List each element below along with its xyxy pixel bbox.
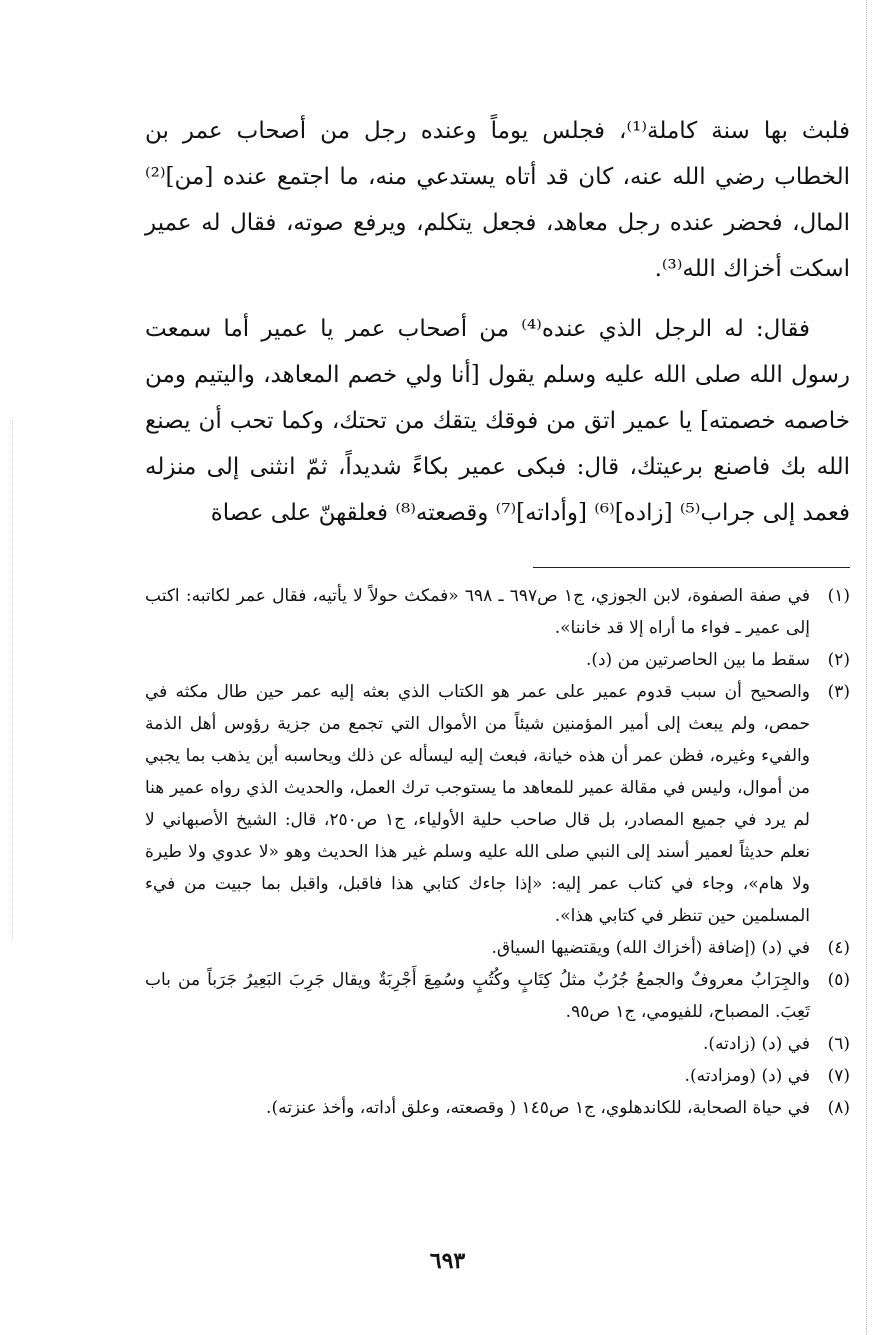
footnote-text: سقط ما بين الحاصرتين من (د). (585, 650, 810, 670)
footnote-5 (145, 964, 850, 1028)
footnote-number: (٥) (827, 970, 850, 990)
footnote-3 (145, 676, 850, 932)
footnote-number: (٣) (827, 682, 850, 702)
footnotes (145, 580, 850, 1124)
footnote-text: في صفة الصفوة، لابن الجوزي، ج١ ص٦٩٧ ـ ٦٩٨ «فمكث حولاً لا يأتيه، فقال عمر لكاتبه: اكتب إلى عمير ـ فواء ما أراه إلا قد خاننا». (145, 586, 811, 638)
footnote-number: (٨) (827, 1098, 850, 1118)
footnote-text: في (د) (ومزادته). (684, 1066, 810, 1086)
footnote-number: (٧) (827, 1066, 850, 1086)
main-text (145, 108, 850, 536)
footnote-1 (145, 580, 850, 644)
footnote-text: في (د) (زادته). (703, 1034, 810, 1054)
footnote-8 (145, 1092, 850, 1124)
footnote-text: في حياة الصحابة، للكاندهلوي، ج١ ص١٤٥ ( وقصعته، وعلق أداته، وأخذ عنزته). (266, 1098, 810, 1118)
footnote-text: والجِرَابُ معروفٌ والجمعُ جُرُبٌ مثلُ كِتَابٍ وكُتُبٍ وسُمِعَ أَجْرِبَةٌ ويقال جَرِبَ البَعِيرُ جَرَباً من باب تَعِبَ. المصباح، للفيومي، ج١ ص٩٥. (145, 970, 810, 1022)
footnote-4 (145, 932, 850, 964)
page-number: ٦٩٣ (429, 1248, 466, 1274)
footnote-2 (145, 644, 850, 676)
footnote-6 (145, 1028, 850, 1060)
scan-edge-mark (866, 0, 867, 1335)
footnote-7 (145, 1060, 850, 1092)
footnote-text: في (د) (إضافة (أخزاك الله) ويقتضيها السياق. (491, 938, 810, 958)
footnote-number: (٤) (827, 938, 850, 958)
main-paragraph-1: فلبث بها سنة كاملة⁽¹⁾، فجلس يوماً وعنده رجل من أصحاب عمر بن الخطاب رضي الله عنه، كان قد أتاه يستدعي منه، ما اجتمع عنده [من]⁽²⁾ المال، فحضر عنده رجل معاهد، فجعل يتكلم، ويرفع صوته، فقال له عمير اسكت أخزاك الله⁽³⁾. (145, 118, 850, 282)
footnote-number: (١) (827, 586, 850, 606)
scan-edge-mark-left (12, 420, 13, 940)
main-paragraph-2: فقال: له الرجل الذي عنده⁽⁴⁾ من أصحاب عمر يا عمير أما سمعت رسول الله صلى الله عليه وسلم يقول [أنا ولي خصم المعاهد، واليتيم ومن خاصمه خصمته] يا عمير اتق من فوقك يتقك من تحتك، وكما تحب أن يصنع الله بك فاصنع برعيتك، قال: فبكى عمير بكاءً شديداً، ثمّ انثنى إلى منزله فعمد إلى جراب⁽⁵⁾ [زاده]⁽⁶⁾ [وأداته]⁽⁷⁾ وقصعته⁽⁸⁾ فعلقهنّ على عصاة (145, 316, 850, 526)
footnote-number: (٦) (827, 1034, 850, 1054)
footnote-text: والصحيح أن سبب قدوم عمير على عمر هو الكتاب الذي بعثه إليه عمر حين طال مكثه في حمص، ولم يبعث إلى أمير المؤمنين شيئاً من الأموال التي تجمع من جزية رؤوس أهل الذمة والفيء وغيره، فظن عمر أن هذه خيانة، فبعث إليه ليسأله عن ذلك ويحاسبه أين يذهب بما يجبي من أموال، وليس في مقالة عمير للمعاهد ما يستوجب ترك العمل، والحديث الذي رواه عمير هنا لم يرد في جميع المصادر، بل قال صاحب حلية الأولياء، ج١ ص٢٥٠، قال: الشيخ الأصبهاني لا نعلم حديثاً لعمير أسند إلى النبي صلى الله عليه وسلم غير هذا الحديث وهو «لا عدوي ولا طيرة ولا هام»، وجاء في كتاب عمر إليه: «إذا جاءك كتابي هذا فاقبل، واقبل بما جبيت من فيء المسلمين حين تنظر في كتابي هذا». (145, 682, 810, 926)
footnote-number: (٢) (827, 650, 850, 670)
footnote-divider (533, 567, 850, 568)
